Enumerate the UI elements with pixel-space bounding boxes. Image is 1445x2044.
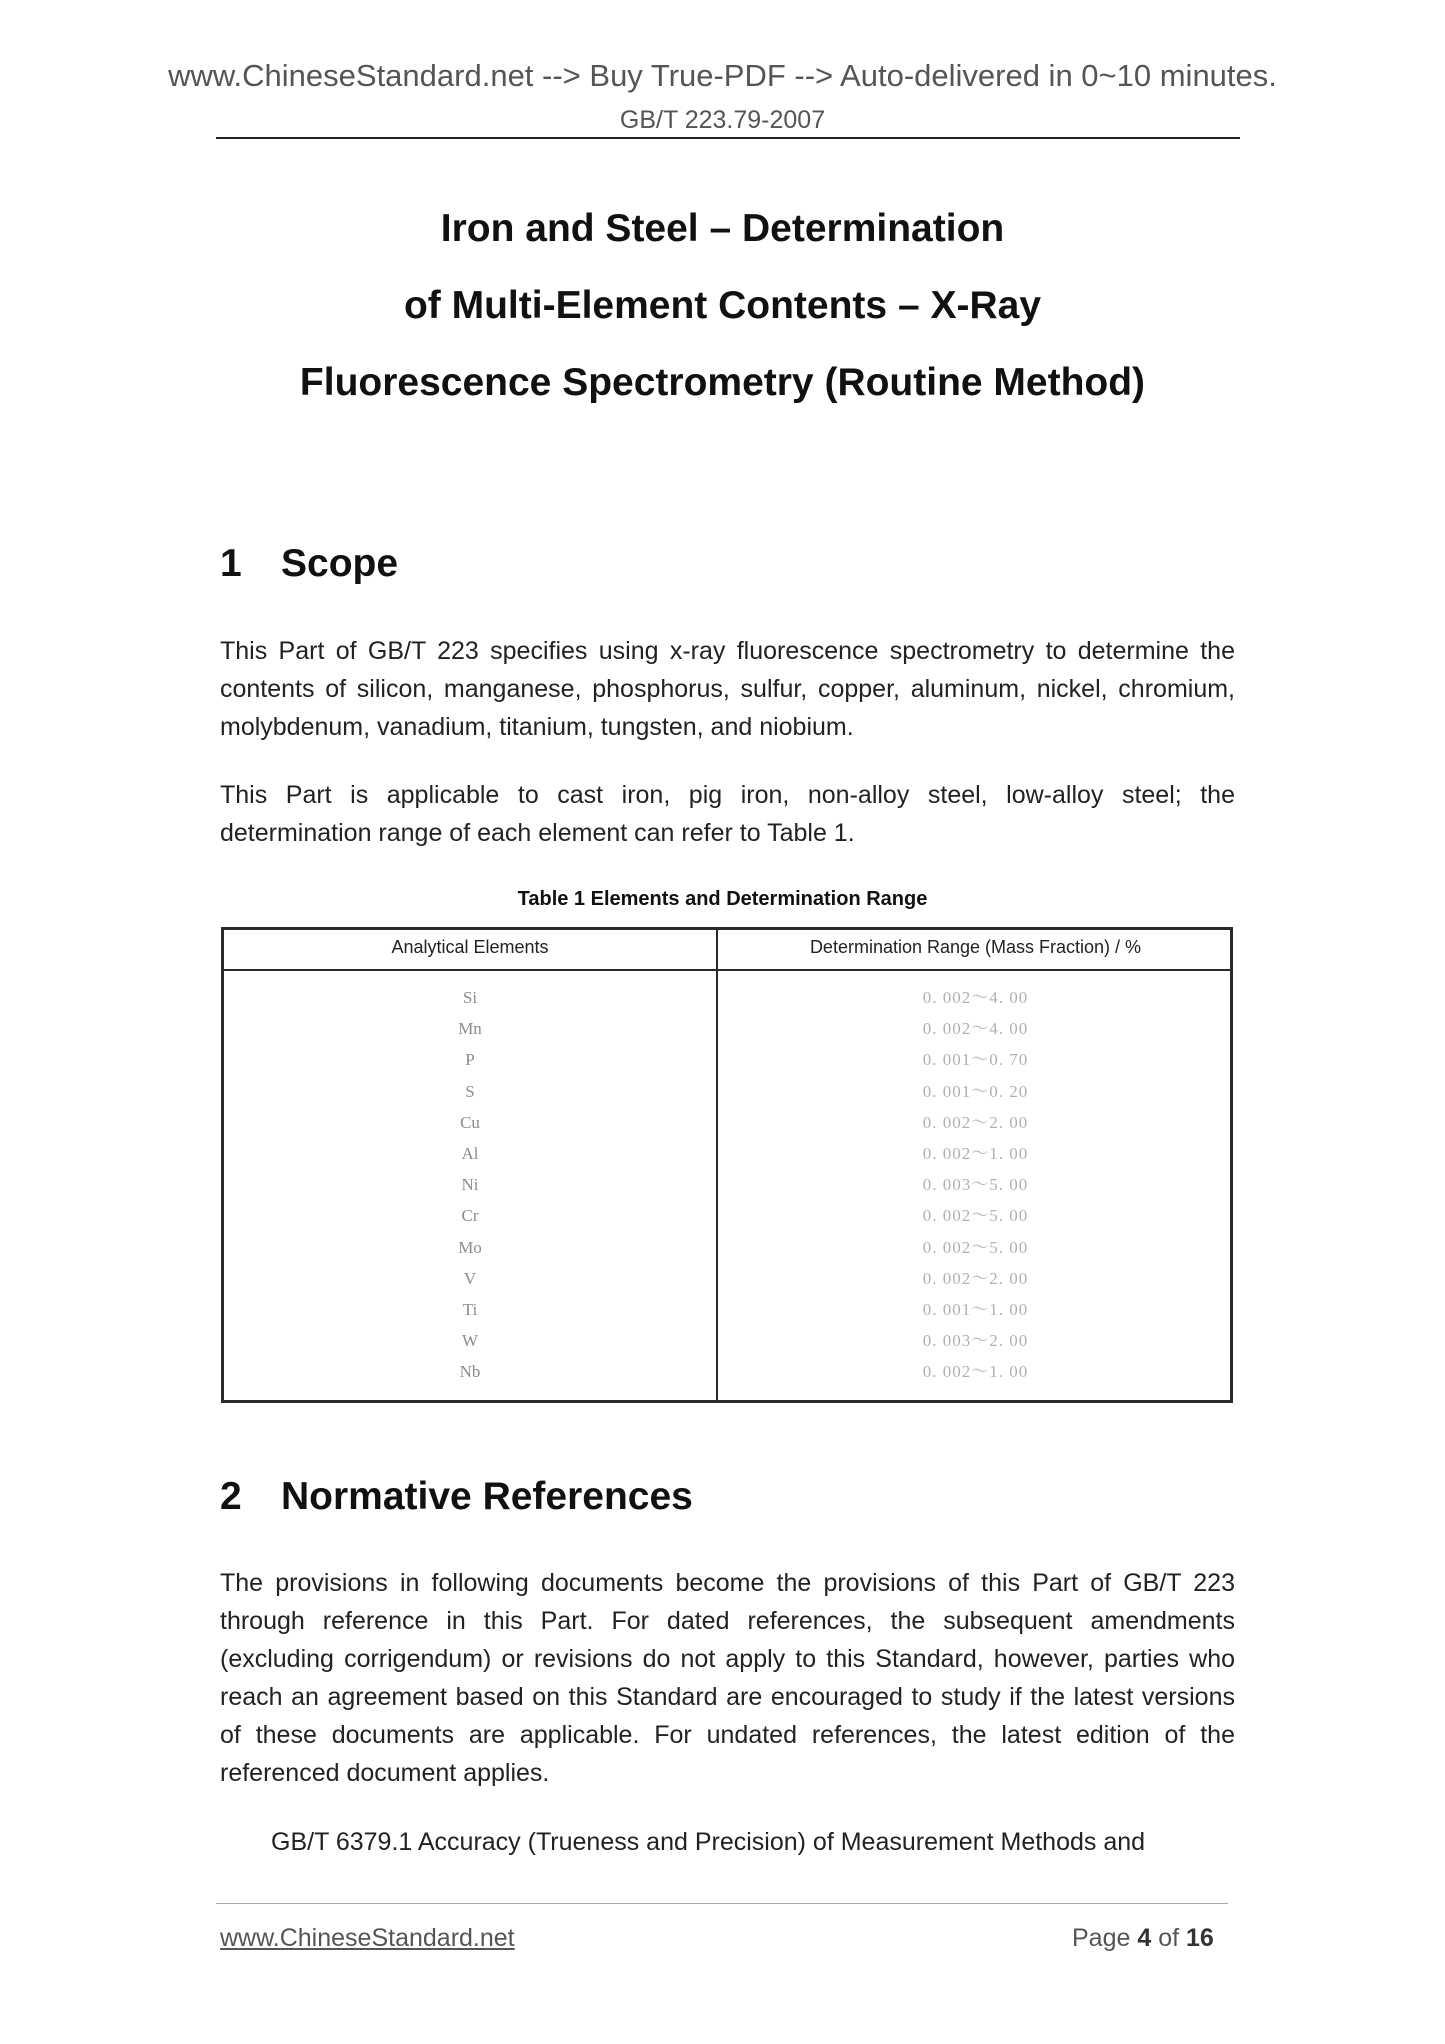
element-cell: W [461,1331,479,1351]
element-cell: Nb [459,1362,481,1382]
range-cell: 0. 002～2. 00 [922,1268,1029,1288]
element-cell: Si [462,988,478,1007]
elements-table [221,927,1233,1403]
table-row [224,987,1230,1018]
scope-paragraph-2: This Part is applicable to cast iron, pig iron, non-alloy steel, low-alloy steel; the determination range of each element can refer to Table 1. [220,781,1235,847]
section-title: Scope [281,542,399,585]
range-cell: 0. 002～5. 00 [922,1237,1029,1257]
scope-paragraph-1: This Part of GB/T 223 specifies using x-ray fluorescence spectrometry to determine the contents of silicon, manganese, phosphorus, sulfur, copper, aluminum, nickel, chromium, molybdenum, vanadium, titanium, tungsten, and niobium. [220,637,1235,741]
site-banner: www.ChineseStandard.net --> Buy True-PDF --> Auto-delivered in 0~10 minutes. [168,58,1277,93]
range-cell: 0. 001～0. 70 [922,1050,1029,1070]
range-cell: 0. 001～1. 00 [922,1299,1029,1319]
table-header-divider [224,969,1230,971]
table-body [224,987,1230,1392]
range-cell: 0. 001～0. 20 [922,1081,1029,1101]
table-row [224,1143,1230,1174]
footer-divider [216,1903,1228,1904]
page-indicator [1072,1924,1214,1953]
element-cell: P [465,1050,475,1070]
element-cell: Ti [462,1299,478,1319]
table-row [224,1330,1230,1361]
element-cell: Mn [458,1019,482,1039]
table-row [224,1112,1230,1143]
range-cell: 0. 002～2. 00 [922,1112,1029,1132]
footer-site-link[interactable]: www.ChineseStandard.net [220,1924,515,1952]
table-row [224,1018,1230,1049]
table-row [224,1299,1230,1330]
element-cell: Mo [458,1237,482,1257]
element-cell: Al [461,1143,479,1163]
table-header-range: Determination Range (Mass Fraction) / % [809,937,1142,957]
section-title: Normative References [281,1475,693,1518]
page-of: of [1158,1924,1180,1952]
range-cell: 0. 002～1. 00 [922,1362,1029,1382]
element-cell: S [465,1081,475,1101]
table-caption: Table 1 Elements and Determination Range [517,888,928,910]
range-cell: 0. 002～5. 00 [922,1206,1029,1226]
title-line-2: of Multi-Element Contents – X-Ray [403,284,1042,327]
range-cell: 0. 002～4. 00 [922,1019,1029,1039]
standard-code: GB/T 223.79-2007 [619,106,826,134]
page-total: 16 [1186,1924,1214,1952]
section-number: 2 [220,1475,242,1518]
references-paragraph-1: The provisions in following documents become the provisions of this Part of GB/T 223 through reference in this Part. For dated references, the subsequent amendments (excluding corrigendum) or revisions do not apply to this Standard, however, parties who reach an agreement based on this Standard are encouraged to study if the latest versions of these documents are applicable. For undated references, the latest edition of the referenced document applies. [220,1569,1235,1787]
element-cell: Ni [461,1175,479,1195]
table-header-elements: Analytical Elements [391,937,549,957]
table-row [224,1237,1230,1268]
page-prefix: Page [1072,1924,1131,1952]
table-row [224,1205,1230,1236]
header-divider [216,137,1240,139]
table-row [224,1361,1230,1392]
range-cell: 0. 003～5. 00 [922,1175,1029,1195]
range-cell: 0. 003～2. 00 [922,1331,1029,1351]
range-cell: 0. 002～1. 00 [922,1143,1029,1163]
section-heading-normative-references [220,1475,693,1519]
title-line-1: Iron and Steel – Determination [440,207,1005,250]
table-row [224,1268,1230,1299]
table-row [224,1049,1230,1080]
section-heading-scope [220,542,398,586]
page-current: 4 [1137,1924,1152,1952]
table-row [224,1174,1230,1205]
document-title [0,190,1445,421]
section-number: 1 [220,542,242,585]
range-cell: 0. 002～4. 00 [922,988,1029,1007]
element-cell: V [463,1268,477,1288]
element-cell: Cu [460,1112,480,1132]
table-row [224,1081,1230,1112]
title-line-3: Fluorescence Spectrometry (Routine Method) [299,361,1146,404]
references-paragraph-2: GB/T 6379.1 Accuracy (Trueness and Precision) of Measurement Methods and [271,1828,1146,1856]
element-cell: Cr [461,1206,479,1226]
